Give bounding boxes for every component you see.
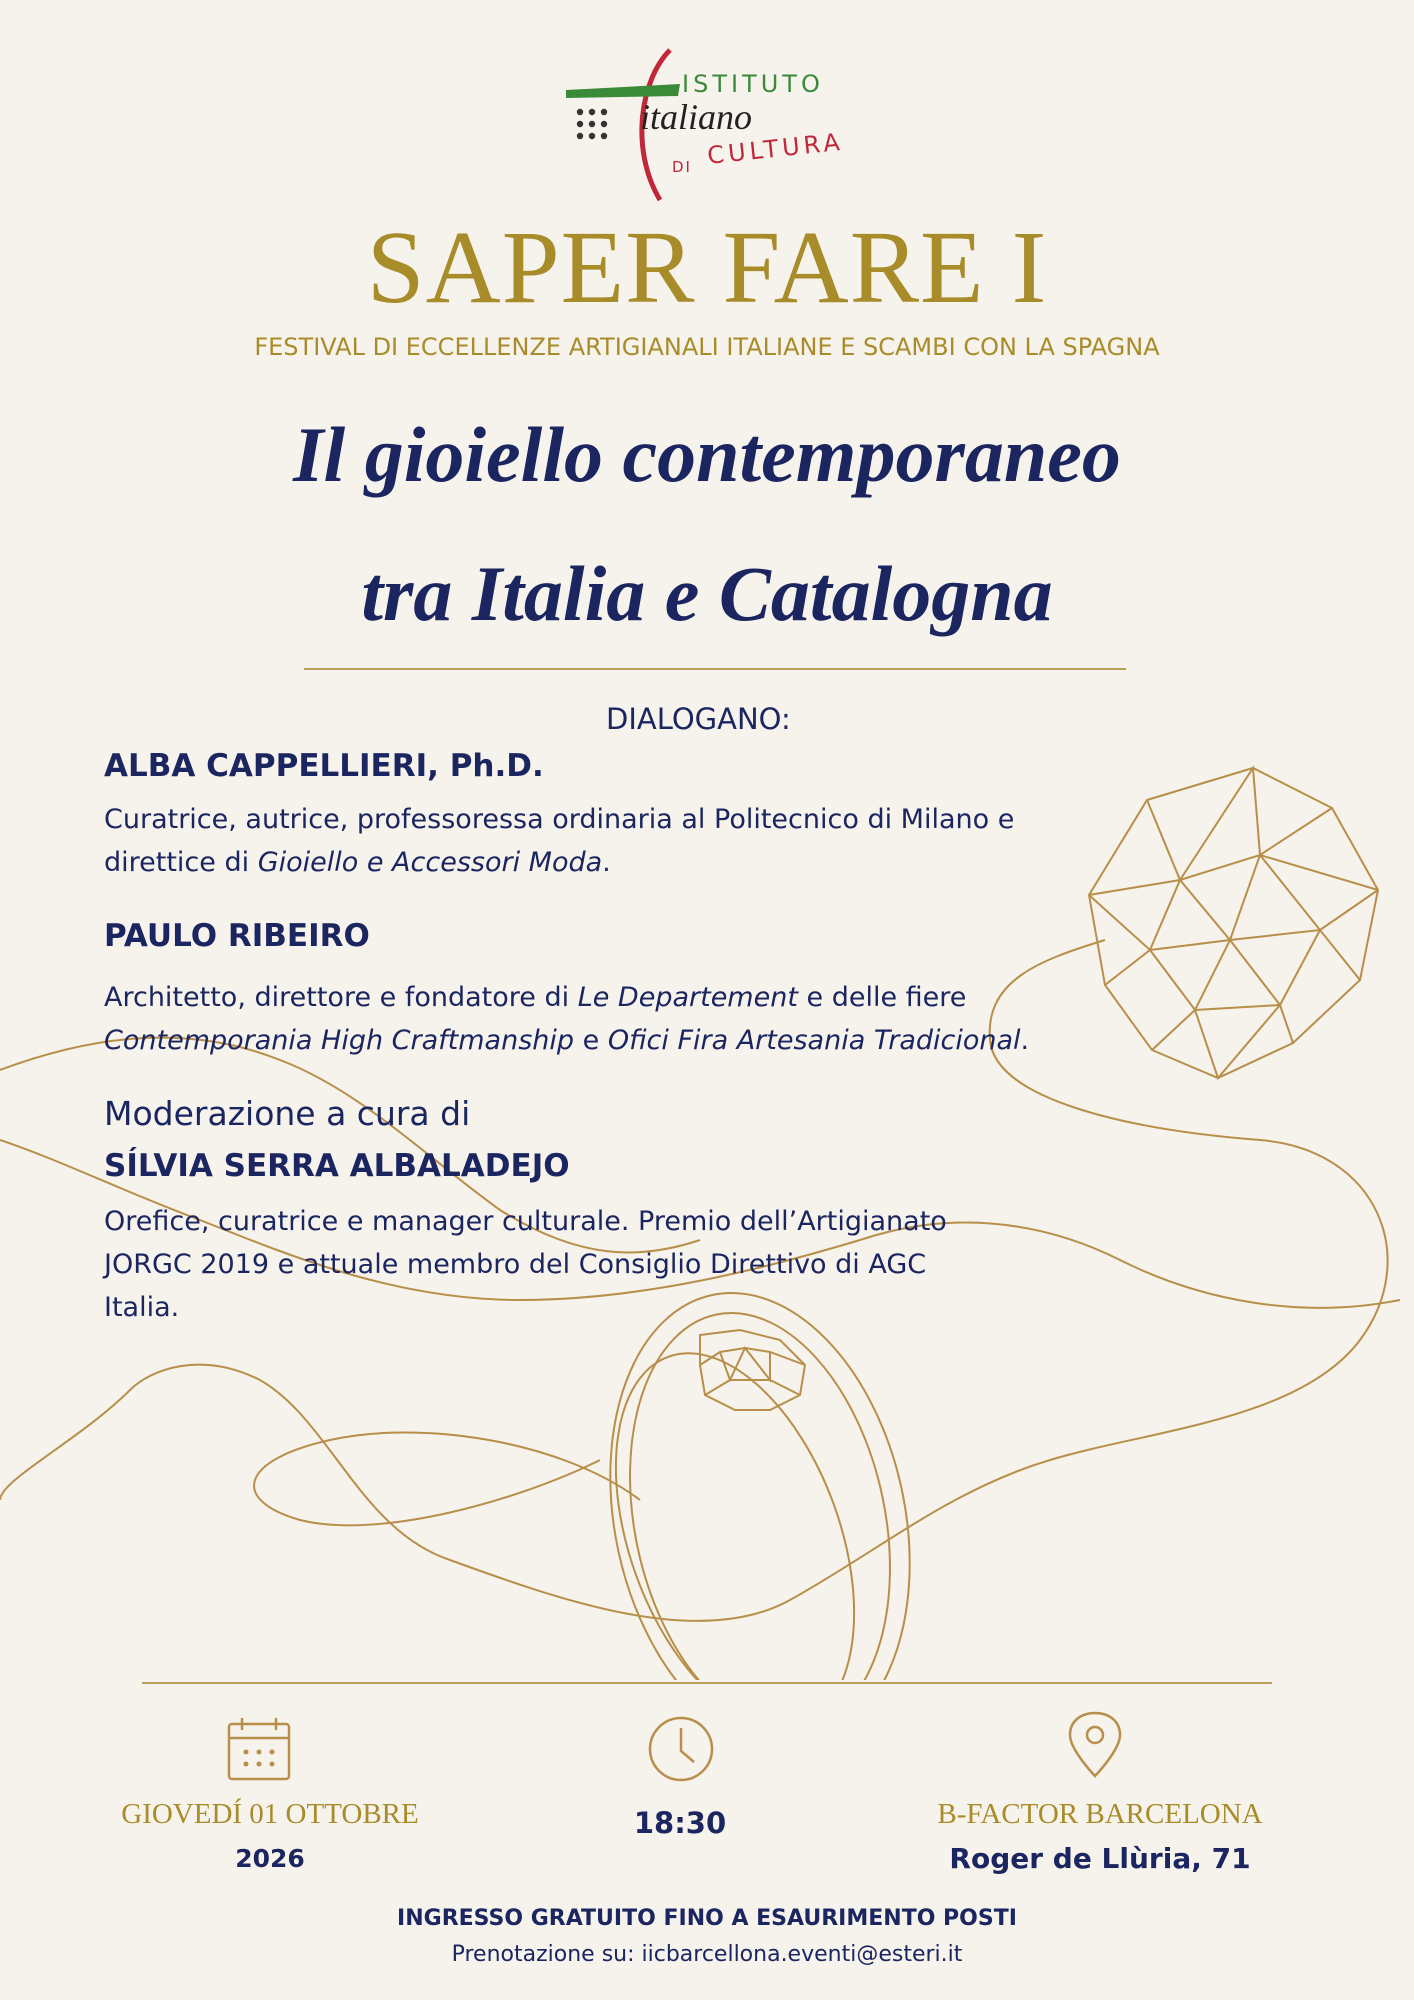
divider (304, 668, 1126, 670)
booking-info[interactable]: Prenotazione su: iicbarcellona.eventi@esteri.it (451, 1942, 963, 1967)
event-address: Roger de Llùria, 71 (949, 1842, 1251, 1875)
speaker-1-bio: Curatrice, autrice, professoressa ordinaria al Politecnico di Milano e direttice di Gioiello e Accessori Moda. (104, 804, 1015, 878)
event-time: 18:30 (633, 1806, 727, 1840)
speaker-2-bio: Architetto, direttore e fondatore di Le Departement e delle fiere Contemporania High Craftmanship e Ofici Fira Artesania Tradicional. (104, 982, 1030, 1056)
speaker-1-name: ALBA CAPPELLIERI, Ph.D. (104, 748, 544, 784)
speakers-intro: DIALOGANO: (606, 702, 791, 736)
moderator-bio: Orefice, curatrice e manager culturale. Premio dell’Artigianato JORGC 2019 e attuale membro del Consiglio Direttivo di AGC Italia. (104, 1206, 947, 1323)
free-entry-note: INGRESSO GRATUITO FINO A ESAURIMENTO POSTI (397, 1906, 1017, 1931)
logo-line-istituto: ISTITUTO (682, 70, 824, 98)
moderation-label: Moderazione a cura di (104, 1094, 471, 1133)
moderator-name: SÍLVIA SERRA ALBALADEJO (104, 1148, 570, 1184)
event-venue: B-FACTOR BARCELONA (937, 1798, 1263, 1830)
calendar-icon (224, 1714, 294, 1784)
divider (142, 1682, 1272, 1684)
event-year: 2026 (235, 1844, 305, 1873)
logo-line-italiano: italiano (640, 97, 753, 137)
location-pin-icon (1060, 1710, 1130, 1780)
headline-line-2: tra Italia e Catalogna (361, 550, 1053, 637)
diamond-illustration (1089, 768, 1378, 1078)
event-date: GIOVEDÍ 01 OTTOBRE (121, 1798, 419, 1830)
event-title: SAPER FARE I (366, 210, 1048, 325)
clock-icon (646, 1714, 716, 1784)
festival-subtitle: FESTIVAL DI ECCELLENZE ARTIGIANALI ITALIANE E SCAMBI CON LA SPAGNA (254, 333, 1160, 361)
speaker-2-name: PAULO RIBEIRO (104, 918, 370, 954)
headline-line-1: Il gioiello contemporaneo (293, 411, 1121, 498)
logo-line-cultura: CULTURA (706, 127, 845, 170)
logo-line-di: DI (672, 158, 692, 176)
